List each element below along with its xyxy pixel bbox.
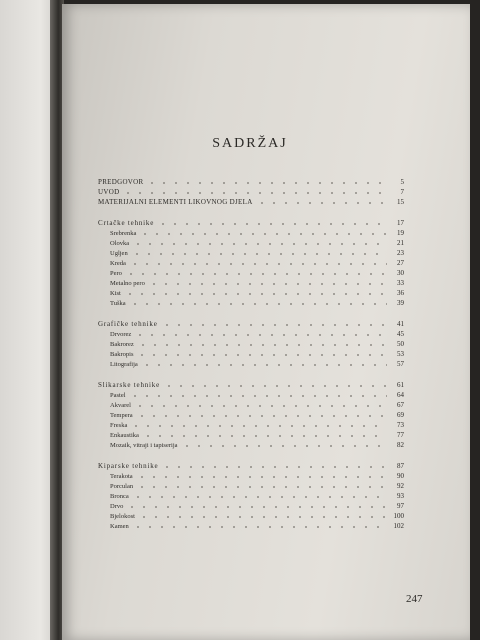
toc-entry — [98, 188, 404, 198]
toc-entry — [98, 340, 404, 350]
toc-entry-page: 19 — [397, 229, 404, 237]
toc-section-heading — [98, 219, 404, 229]
dot-leader — [132, 243, 387, 245]
toc-entry-label: Kist — [110, 290, 121, 297]
toc-entry-label: Mozaik, vitraji i tapiserija — [110, 442, 178, 449]
dot-leader — [256, 202, 387, 204]
toc-entry-label: Olovka — [110, 240, 130, 247]
toc-entry — [98, 502, 404, 512]
toc-entry — [98, 492, 404, 502]
dot-leader — [148, 283, 387, 285]
toc-entry-page: 17 — [397, 219, 404, 227]
toc-entry — [98, 239, 404, 249]
toc-entry-page: 77 — [397, 431, 404, 439]
toc-entry — [98, 421, 404, 431]
toc-entry-page: 73 — [397, 421, 404, 429]
toc-entry-label: Porculan — [110, 483, 134, 490]
dot-leader — [132, 526, 387, 528]
dot-leader — [131, 253, 387, 255]
toc-entry — [98, 482, 404, 492]
toc-entry-label: Bjelokost — [110, 513, 135, 520]
toc-entry-page: 92 — [397, 482, 404, 490]
toc-entry — [98, 178, 404, 188]
toc-entry-page: 36 — [397, 289, 404, 297]
dot-leader — [126, 506, 387, 508]
toc-entry-label: Ugljen — [110, 250, 128, 257]
dot-leader — [122, 192, 387, 194]
toc-entry — [98, 441, 404, 451]
dot-leader — [134, 405, 387, 407]
toc-entry-page: 82 — [397, 441, 404, 449]
dot-leader — [124, 293, 387, 295]
section-gap — [98, 370, 404, 381]
toc-entry-page: 30 — [397, 269, 404, 277]
toc-entry-page: 41 — [397, 320, 404, 328]
toc-section-heading — [98, 381, 404, 391]
toc-entry — [98, 269, 404, 279]
toc-entry — [98, 229, 404, 239]
toc-entry-page: 102 — [393, 522, 404, 530]
toc-entry — [98, 299, 404, 309]
toc-entry-label: Kreda — [110, 260, 126, 267]
dot-leader — [136, 486, 387, 488]
toc-entry-label: Tempera — [110, 412, 133, 419]
dot-leader — [161, 324, 387, 326]
toc-entry-page: 87 — [397, 462, 404, 470]
toc-entry-label: Drvo — [110, 503, 124, 510]
dot-leader — [146, 182, 387, 184]
page-title: SADRŽAJ — [212, 136, 288, 151]
toc-entry-label: Grafičke tehnike — [98, 320, 158, 328]
toc-entry-page: 64 — [397, 391, 404, 399]
dot-leader — [161, 466, 387, 468]
toc-entry-page: 90 — [397, 472, 404, 480]
toc-entry-page: 53 — [397, 350, 404, 358]
toc-entry-label: MATERIJALNI ELEMENTI LIKOVNOG DJELA — [98, 198, 253, 206]
dot-leader — [129, 263, 387, 265]
toc-entry — [98, 411, 404, 421]
toc-entry-page: 21 — [397, 239, 404, 247]
toc-entry — [98, 249, 404, 259]
toc-section-heading — [98, 320, 404, 330]
toc-entry — [98, 259, 404, 269]
dot-leader — [163, 385, 387, 387]
toc-entry — [98, 360, 404, 370]
toc-entry — [98, 472, 404, 482]
dot-leader — [139, 233, 387, 235]
toc-entry-label: Tuška — [110, 300, 126, 307]
dot-leader — [136, 476, 387, 478]
toc-entry-label: Terakota — [110, 473, 133, 480]
dot-leader — [137, 344, 387, 346]
toc-entry — [98, 350, 404, 360]
dot-leader — [129, 395, 387, 397]
toc-entry-label: Slikarske tehnike — [98, 381, 161, 389]
table-of-contents — [98, 178, 404, 532]
toc-entry — [98, 289, 404, 299]
dot-leader — [136, 354, 387, 356]
toc-entry-label: Bakropis — [110, 351, 134, 358]
toc-entry — [98, 198, 404, 208]
toc-section-heading — [98, 462, 404, 472]
dot-leader — [141, 364, 387, 366]
toc-entry-page: 61 — [397, 381, 404, 389]
toc-entry-label: Pastel — [110, 392, 126, 399]
toc-entry-page: 7 — [400, 188, 404, 196]
toc-entry-label: Kiparske tehnike — [98, 462, 159, 470]
toc-entry-page: 69 — [397, 411, 404, 419]
toc-entry-label: Pero — [110, 270, 122, 277]
dot-leader — [157, 223, 387, 225]
toc-entry-label: Akvarel — [110, 402, 131, 409]
toc-entry — [98, 279, 404, 289]
toc-entry — [98, 401, 404, 411]
toc-entry — [98, 391, 404, 401]
toc-entry — [98, 522, 404, 532]
toc-entry — [98, 330, 404, 340]
toc-entry-label: Bronca — [110, 493, 129, 500]
toc-entry-label: Srebrenka — [110, 230, 137, 237]
toc-entry — [98, 431, 404, 441]
dot-leader — [142, 435, 387, 437]
dot-leader — [136, 415, 387, 417]
toc-entry-page: 33 — [397, 279, 404, 287]
toc-entry-page: 100 — [393, 512, 404, 520]
toc-entry-page: 15 — [397, 198, 404, 206]
toc-entry-page: 23 — [397, 249, 404, 257]
dot-leader — [181, 445, 387, 447]
toc-entry-page: 57 — [397, 360, 404, 368]
toc-entry-page: 67 — [397, 401, 404, 409]
toc-entry-page: 93 — [397, 492, 404, 500]
section-gap — [98, 451, 404, 462]
toc-entry-label: Metalno pero — [110, 280, 145, 287]
toc-entry-label: UVOD — [98, 188, 120, 196]
dot-leader — [125, 273, 387, 275]
dot-leader — [130, 425, 387, 427]
toc-entry-page: 39 — [397, 299, 404, 307]
toc-entry-label: Litografija — [110, 361, 138, 368]
dot-leader — [138, 516, 387, 518]
toc-entry-label: Bakrorez — [110, 341, 134, 348]
section-gap — [98, 309, 404, 320]
toc-entry-page: 45 — [397, 330, 404, 338]
page-number: 247 — [406, 593, 423, 605]
toc-entry-label: Freska — [110, 422, 128, 429]
toc-entry-label: Enkaustika — [110, 432, 139, 439]
dot-leader — [129, 303, 387, 305]
toc-entry-label: Crtačke tehnike — [98, 219, 155, 227]
toc-entry-label: PREDGOVOR — [98, 178, 144, 186]
toc-entry-page: 50 — [397, 340, 404, 348]
toc-entry-page: 97 — [397, 502, 404, 510]
toc-entry-label: Kamen — [110, 523, 129, 530]
toc-entry — [98, 512, 404, 522]
dot-leader — [132, 496, 387, 498]
dot-leader — [134, 334, 387, 336]
toc-entry-page: 27 — [397, 259, 404, 267]
toc-entry-label: Drvorez — [110, 331, 132, 338]
toc-entry-page: 5 — [400, 178, 404, 186]
section-gap — [98, 208, 404, 219]
